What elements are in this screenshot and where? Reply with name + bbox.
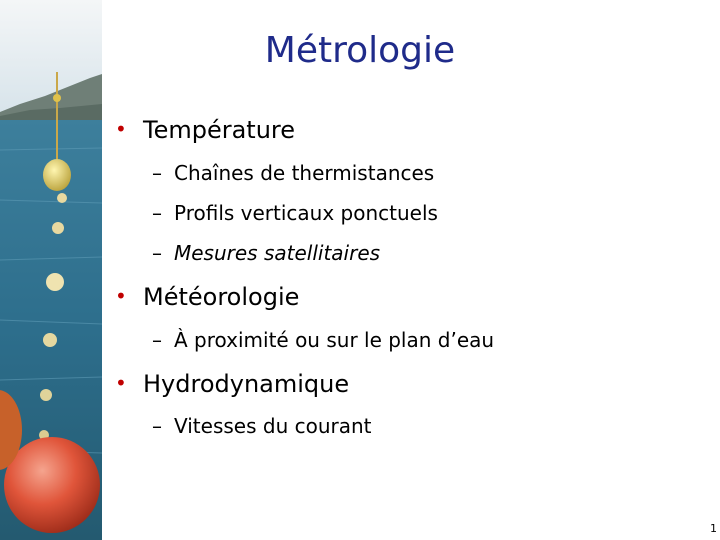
bullet-label: Météorologie xyxy=(143,283,300,311)
bullet-dot: • xyxy=(115,284,127,308)
bullet-label: Hydrodynamique xyxy=(143,370,350,398)
dash-marker: – xyxy=(152,161,162,185)
dash-marker: – xyxy=(152,201,162,225)
dash-marker: – xyxy=(152,328,162,352)
sub-bullet-item xyxy=(152,414,372,438)
sub-bullet-item xyxy=(152,161,434,185)
bullet-dot: • xyxy=(115,371,127,395)
bullet-item xyxy=(115,116,295,144)
sub-bullet-label: À proximité ou sur le plan d’eau xyxy=(174,328,495,352)
sub-bullet-label: Chaînes de thermistances xyxy=(174,161,435,185)
dash-marker: – xyxy=(152,414,162,438)
bullet-item xyxy=(115,283,299,311)
sub-bullet-label: Profils verticaux ponctuels xyxy=(174,201,438,225)
sub-bullet-item xyxy=(152,241,380,265)
bullet-label: Température xyxy=(143,116,296,144)
bullet-dot: • xyxy=(115,117,127,141)
sub-bullet-label: Vitesses du courant xyxy=(174,414,372,438)
sub-bullet-item xyxy=(152,328,494,352)
sub-bullet-label: Mesures satellitaires xyxy=(174,241,381,265)
sub-bullet-item xyxy=(152,201,438,225)
page-number: 1 xyxy=(710,522,717,535)
slide-title: Métrologie xyxy=(264,30,456,71)
bullet-item xyxy=(115,370,349,398)
dash-marker: – xyxy=(152,241,162,265)
